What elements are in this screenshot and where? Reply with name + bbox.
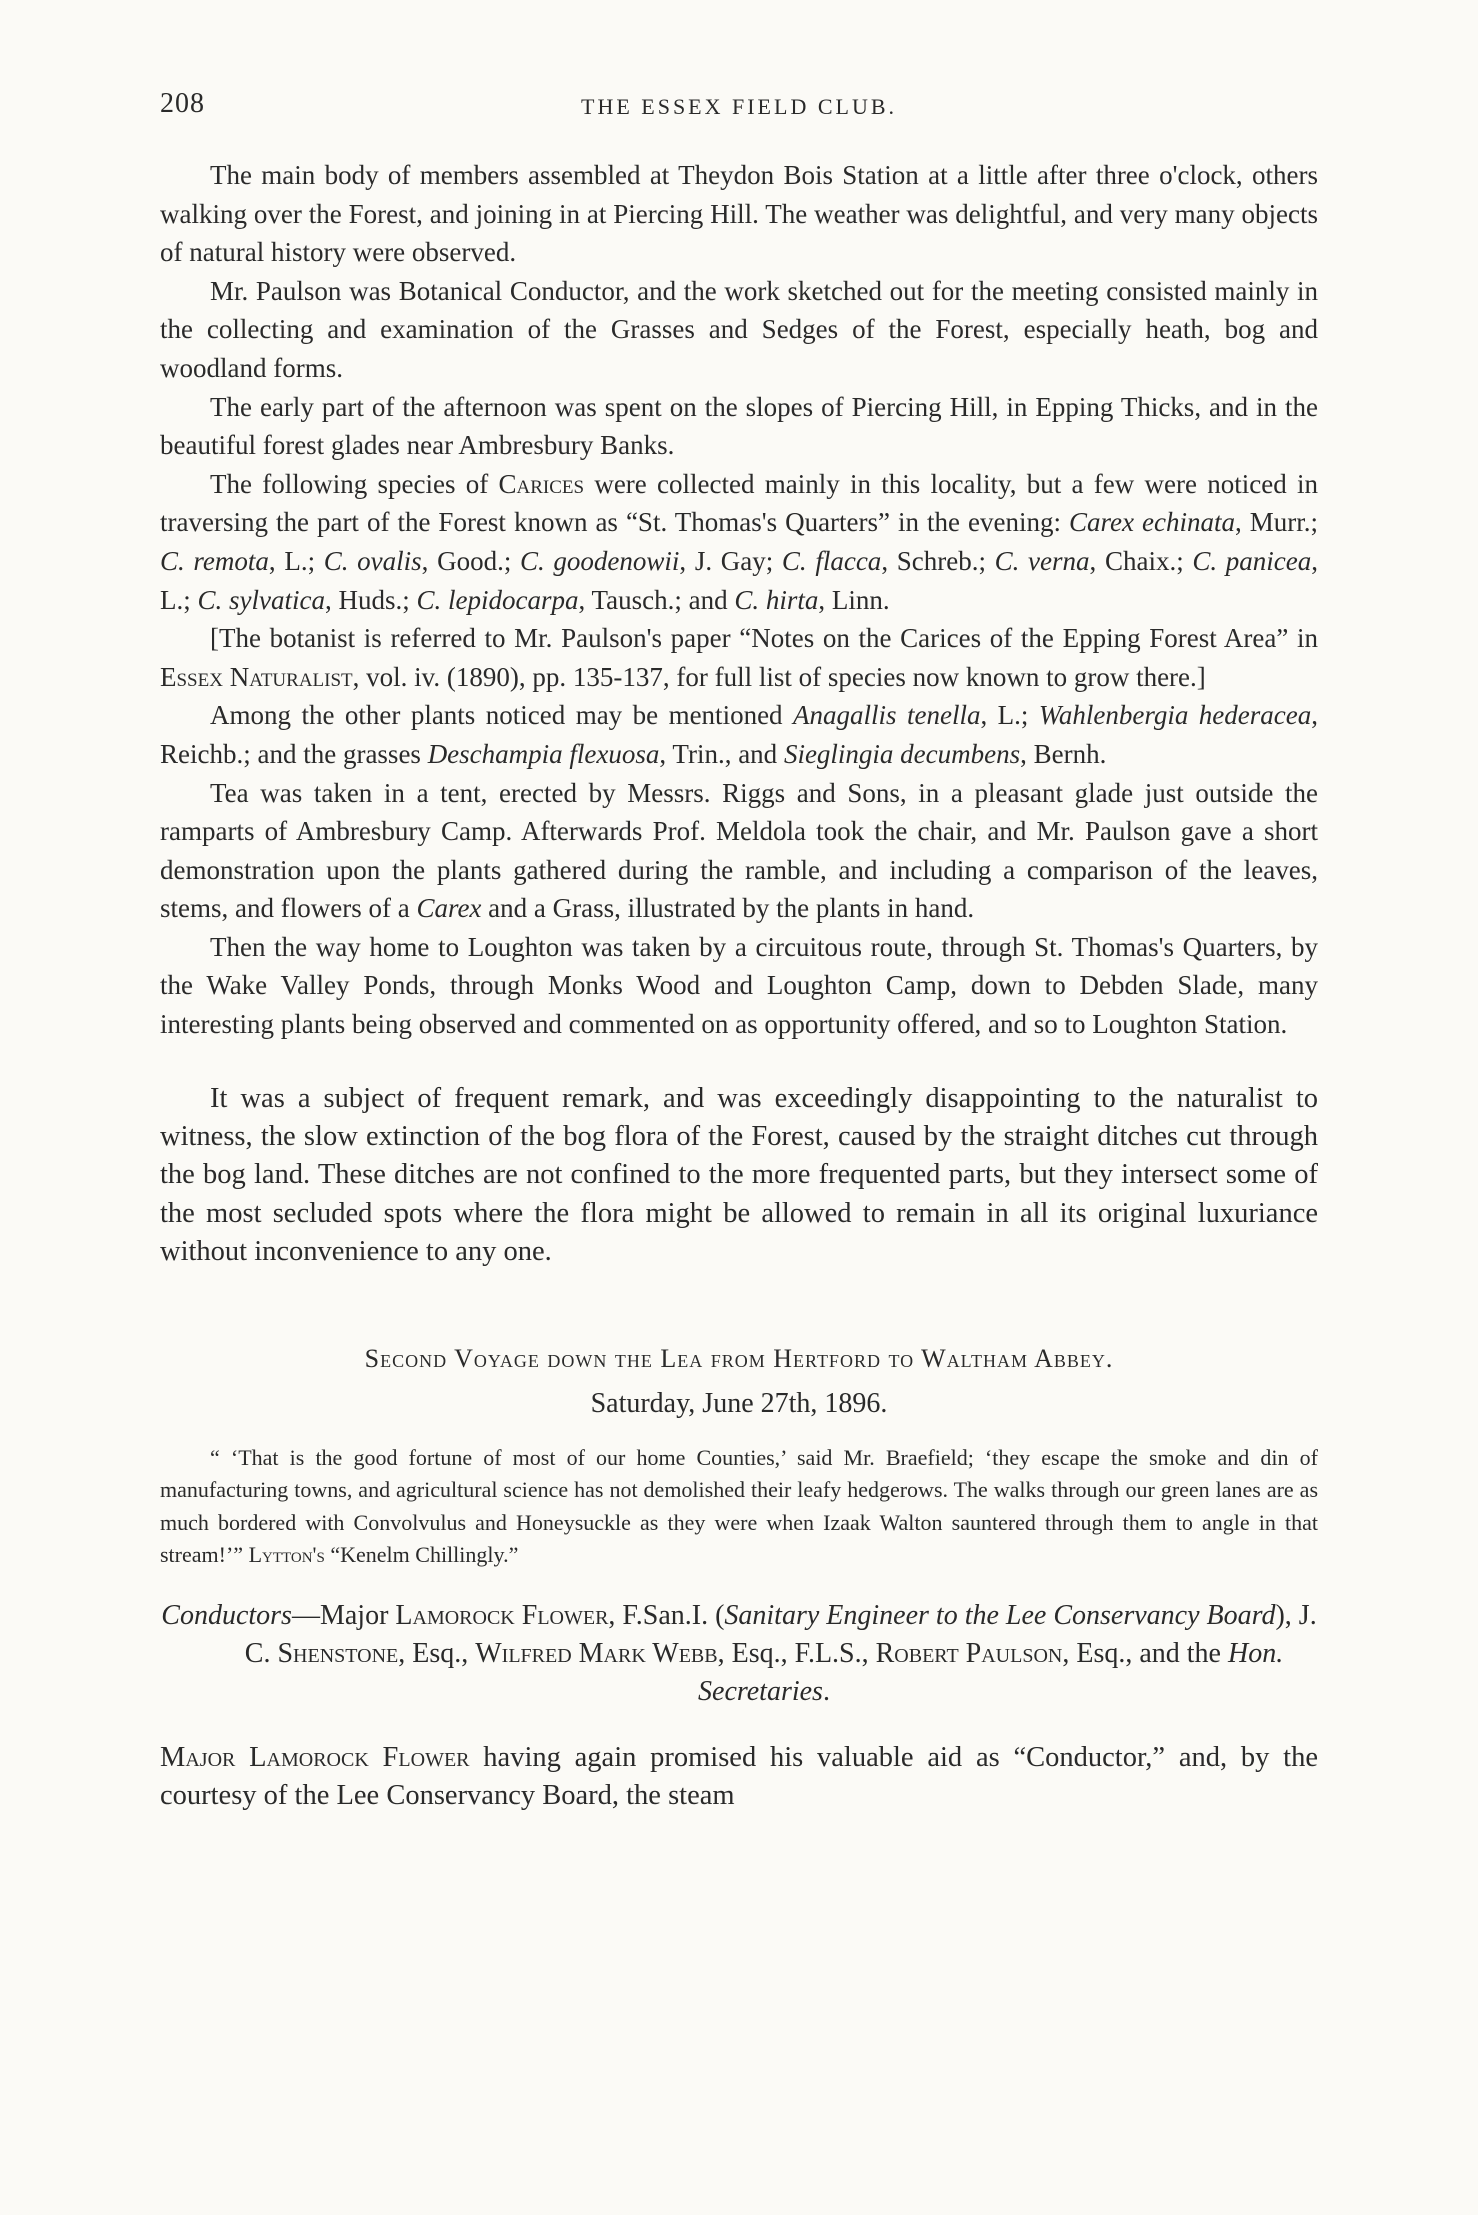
paragraph-voyage-intro: Major Lamorock Flower having again promised his valuable aid as “Conductor,” and, by the courtesy of the Lee Conservancy Board, the steam [160,1742,1318,1812]
paragraph-afternoon: The early part of the afternoon was spent on the slopes of Piercing Hill, in Epping Thicks, and in the beautiful forest glades near Ambresbury Banks. [160,391,1318,461]
paragraph-carices: The following species of Carices were collected mainly in this locality, but a few were noticed in traversing the part of the Forest known as “St. Thomas's Quarters” in the evening: Carex echinata, Murr.; C. remota, L.; C. ovalis, Good.; C. goodenowii, J. Gay; C. flacca, Schreb.; C. verna, Chaix.; C. panicea, L.; C. sylvatica, Huds.; C. lepidocarpa, Tausch.; and C. hirta, Linn. [160,468,1319,615]
conductors-list: Conductors—Major Lamorock Flower, F.San.I. (Sanitary Engineer to the Lee Conservancy Board), J. C. Shenstone, Esq., Wilfred Mark Webb, Esq., F.L.S., Robert Paulson, Esq., and the Hon. Secretaries. [161,1600,1317,1708]
running-head [160,88,1318,128]
paragraph-way-home: Then the way home to Loughton was taken by a circuitous route, through St. Thomas's Quarters, by the Wake Valley Ponds, through Monks Wood and Loughton Camp, down to Debden Slade, many interesting plants being observed and commented on as opportunity offered, and so to Loughton Station. [160,931,1318,1040]
section-date: Saturday, June 27th, 1896. [590,1387,888,1419]
journal-title: THE ESSEX FIELD CLUB. [581,94,897,119]
paragraph-other-plants: Among the other plants noticed may be mentioned Anagallis tenella, L.; Wahlenbergia hederacea, Reichb.; and the grasses Deschampia flexuosa, Trin., and Sieglingia decumbens, Bernh. [160,700,1318,769]
paragraph-botanist-note: [The botanist is referred to Mr. Paulson's paper “Notes on the Carices of the Epping Forest Area” in Essex Naturalist, vol. iv. (1890), pp. 135-137, for full list of species now known to grow there.] [160,623,1318,692]
paragraph-bog-flora: It was a subject of frequent remark, and was exceedingly disappointing to the naturalist to witness, the slow extinction of the bog flora of the Forest, caused by the straight ditches cut through the bog land. These ditches are not confined to the more frequented parts, but they intersect some of the most secluded spots where the flora might be allowed to remain in all its original luxuriance without inconvenience to any one. [160,1082,1318,1268]
paragraph-conductor: Mr. Paulson was Botanical Conductor, and the work sketched out for the meeting consisted mainly in the collecting and examination of the Grasses and Sedges of the Forest, especially heath, bog and woodland forms. [160,275,1318,383]
section-heading: Second Voyage down the Lea from Hertford to Waltham Abbey. [364,1343,1114,1373]
field-meeting-report [160,156,1318,1044]
paragraph-tea: Tea was taken in a tent, erected by Messrs. Riggs and Sons, in a pleasant glade just outside the ramparts of Ambresbury Camp. Afterwards Prof. Meldola took the chair, and Mr. Paulson gave a short demonstration upon the plants gathered during the ramble, and including a comparison of the leaves, stems, and flowers of a Carex and a Grass, illustrated by the plants in hand. [160,777,1318,924]
paragraph-assembly: The main body of members assembled at Theydon Bois Station at a little after three o'clock, others walking over the Forest, and joining in at Piercing Hill. The weather was delightful, and very many objects of natural history were observed. [160,160,1318,268]
page-number: 208 [160,88,205,119]
bog-flora-remark [160,1080,1318,1272]
epigraph-quote: “ ‘That is the good fortune of most of our home Counties,’ said Mr. Braefield; ‘they escape the smoke and din of manufacturing towns, and agricultural science has not demolished their leafy hedgerows. The walks through our green lanes are as much bordered with Convolvulus and Honeysuckle as they were when Izaak Walton sauntered through them to angle in that stream!’” Lytton's “Kenelm Chillingly.” [160,1444,1318,1567]
